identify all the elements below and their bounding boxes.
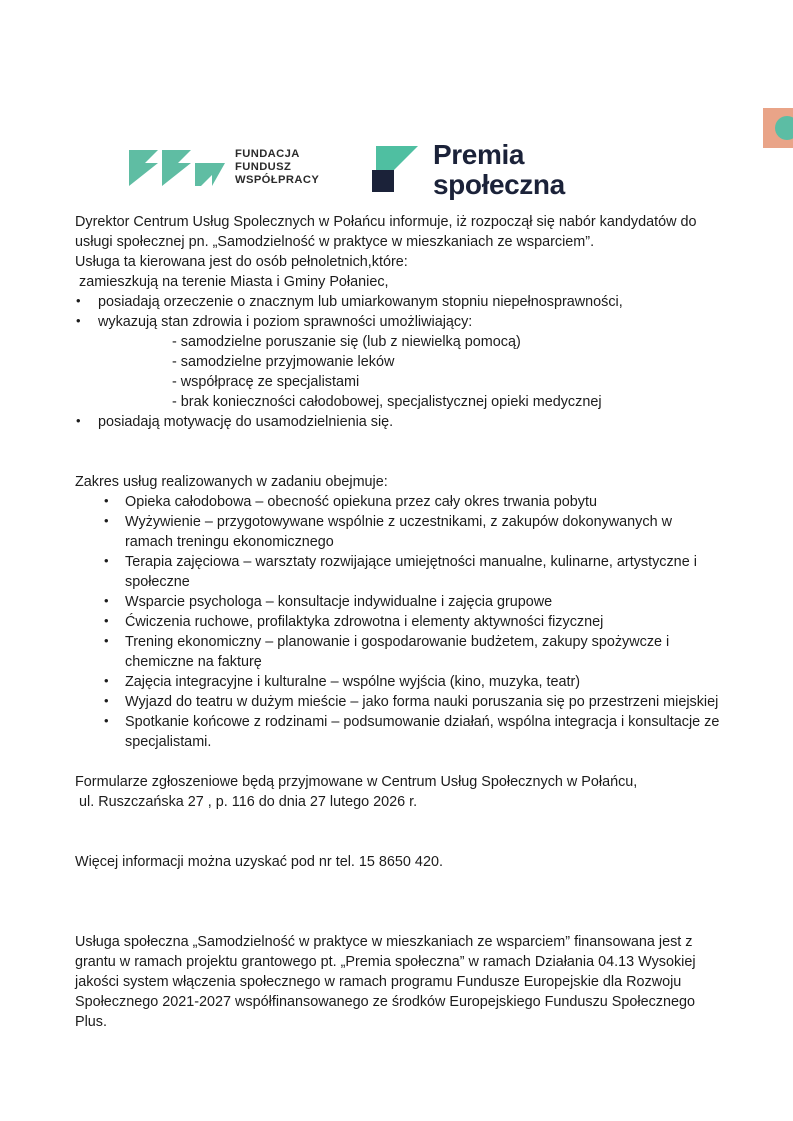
scope-heading: Zakres usług realizowanych w zadaniu obejmuje:	[75, 474, 388, 490]
list-item: • Ćwiczenia ruchowe, profilaktyka zdrowotna i elementy aktywności fizycznej	[104, 612, 720, 632]
ffw-mark-icon	[129, 150, 225, 186]
premia-mark-icon	[368, 144, 420, 196]
intro-line-3: Usługa ta kierowana jest do osób pełnoletnich,które:	[75, 254, 408, 270]
forms-paragraph	[75, 772, 720, 812]
criteria-list-part-1	[75, 292, 720, 332]
list-item: • Opieka całodobowa – obecność opiekuna przez cały okres trwania pobytu	[104, 492, 720, 512]
ffw-line-1: FUNDACJA	[235, 148, 300, 160]
intro-line-1: Dyrektor Centrum Usług Spolecznych w Połańcu informuje, iż rozpoczął się nabór kandydatów do	[75, 214, 697, 230]
list-item: - współpracę ze specjalistami	[172, 374, 360, 390]
ffw-line-2: FUNDUSZ	[235, 161, 292, 174]
fundacja-fundusz-wspolpracy-logo	[129, 148, 319, 188]
scope-list	[75, 492, 720, 752]
list-item: • Terapia zajęciowa – warsztaty rozwijające umiejętności manualne, kulinarne, artystyczne i społeczne	[104, 552, 720, 592]
premia-spoleczna-logo	[368, 140, 565, 199]
forms-line-1: Formularze zgłoszeniowe będą przyjmowane w Centrum Usług Społecznych w Połańcu,	[75, 774, 638, 790]
list-item: • posiadają orzeczenie o znacznym lub umiarkowanym stopniu niepełnosprawności,	[75, 292, 720, 312]
list-item: - samodzielne przyjmowanie leków	[172, 354, 395, 370]
list-item: • wykazują stan zdrowia i poziom sprawności umożliwiający:	[75, 312, 720, 332]
intro-paragraph	[75, 212, 720, 292]
list-item: • Trening ekonomiczny – planowanie i gospodarowanie budżetem, zakupy spożywcze i chemiczne na fakturę	[104, 632, 720, 672]
intro-line-4: zamieszkują na terenie Miasta i Gminy Połaniec,	[75, 274, 389, 290]
premia-wordmark	[433, 140, 565, 199]
list-item: • Zajęcia integracyjne i kulturalne – wspólne wyjścia (kino, muzyka, teatr)	[104, 672, 720, 692]
document-body	[75, 212, 720, 1032]
premia-word-2: społeczna	[433, 168, 565, 200]
forms-line-2: ul. Ruszczańska 27 , p. 116 do dnia 27 lutego 2026 r.	[75, 794, 418, 810]
list-item: • Wsparcie psychologa – konsultacje indywidualne i zajęcia grupowe	[104, 592, 720, 612]
ffw-line-3: WSPÓŁPRACY	[235, 174, 320, 187]
list-item: - samodzielne poruszanie się (lub z niewielką pomocą)	[172, 334, 521, 350]
list-item: • Wyjazd do teatru w dużym mieście – jako forma nauki poruszania się po przestrzeni miejskiej	[104, 692, 720, 712]
criteria-list-part-2	[75, 412, 720, 432]
list-item: • Spotkanie końcowe z rodzinami – podsumowanie działań, wspólna integracja i konsultacje ze specjalistami.	[104, 712, 720, 752]
list-item: - brak konieczności całodobowej, specjalistycznej opieki medycznej	[172, 394, 602, 410]
intro-line-2: usługi społecznej pn. „Samodzielność w praktyce w mieszkaniach ze wsparciem”.	[75, 234, 595, 250]
criteria-sub-list	[75, 332, 720, 412]
funding-paragraph: Usługa społeczna „Samodzielność w praktyce w mieszkaniach ze wsparciem” finansowana jest z grantu w ramach projektu grantowego pt. „Premia społeczna” w ramach Działania 04.13 Wysokiej jakości system włączenia społecznego w ramach programu Fundusze Europejskie dla Rozwoju Społecznego 2021-2027 współfinansowanego ze środków Europejskiego Funduszu Społecznego Plus.	[75, 934, 696, 1030]
ffw-wordmark	[235, 148, 319, 188]
list-item: • Wyżywienie – przygotowywane wspólnie z uczestnikami, z zakupów dokonywanych w ramach treningu ekonomicznego	[104, 512, 720, 552]
logo-band	[0, 136, 793, 200]
contact-paragraph: Więcej informacji można uzyskać pod nr tel. 15 8650 420.	[75, 854, 443, 870]
list-item: • posiadają motywację do usamodzielnienia się.	[75, 412, 720, 432]
premia-word-1: Premia	[433, 139, 524, 170]
